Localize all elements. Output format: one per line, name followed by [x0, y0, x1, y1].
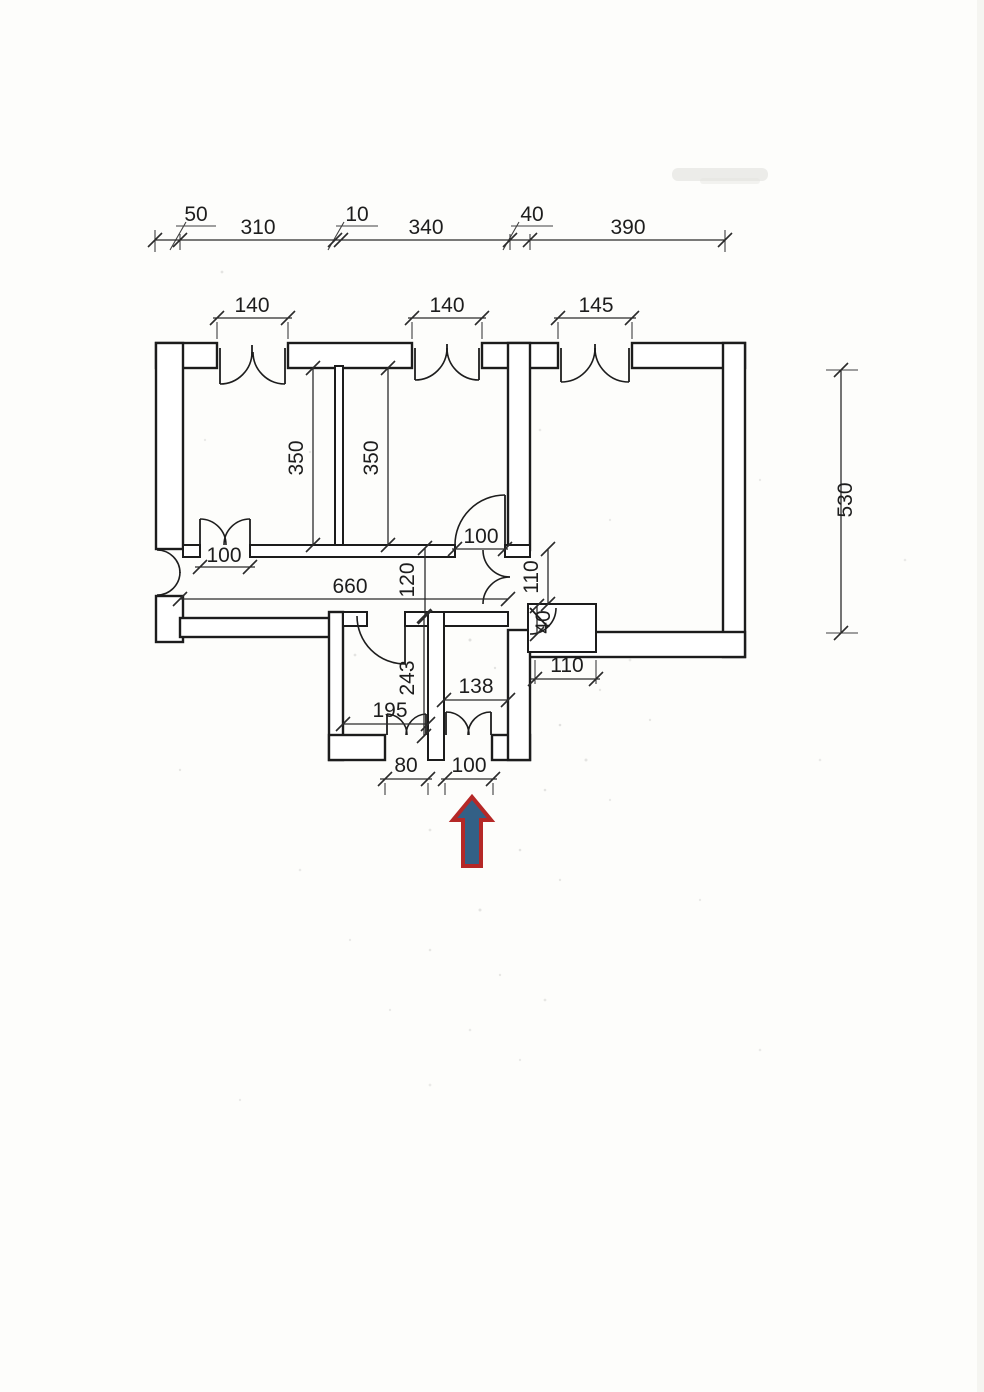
window-1	[220, 345, 285, 384]
label-passage-110: 110	[520, 560, 543, 594]
wall-entry-right	[508, 630, 530, 760]
scan-artifacts	[179, 0, 984, 1392]
door-corridor-end	[483, 550, 510, 604]
wall-corridor-north-b	[250, 545, 455, 557]
label-chain-40: 40	[520, 203, 544, 226]
label-room1-350: 350	[285, 440, 308, 476]
label-window1-140: 140	[234, 294, 270, 317]
label-hall-243: 243	[396, 660, 419, 696]
wall-partition-rooms	[335, 366, 343, 551]
wall-tee	[508, 343, 530, 550]
label-corridor-660: 660	[332, 575, 368, 598]
label-room2-door-100: 100	[463, 525, 499, 548]
wall-corridor-south	[180, 618, 333, 637]
wall-top-b	[288, 343, 412, 368]
label-room1-door-100: 100	[206, 544, 242, 567]
label-vestibule-138: 138	[458, 675, 494, 698]
wall-right	[723, 343, 745, 657]
label-chain-310: 310	[240, 216, 276, 239]
wall-entry-partition	[428, 612, 444, 760]
label-exit-100: 100	[451, 754, 487, 777]
door-room1	[200, 519, 250, 545]
label-chain-390: 390	[610, 216, 646, 239]
label-closet-110: 110	[550, 654, 584, 677]
door-left-wall	[157, 550, 180, 595]
label-room2-350: 350	[360, 440, 383, 476]
windows	[220, 344, 629, 384]
label-exit-80: 80	[394, 754, 418, 777]
window-2	[415, 344, 479, 380]
label-window2-140: 140	[429, 294, 465, 317]
walls	[156, 343, 745, 760]
wall-entry-top-a	[343, 612, 367, 626]
wall-left-upper	[156, 343, 183, 549]
label-window3-145: 145	[578, 294, 614, 317]
entrance-arrow	[453, 797, 491, 866]
label-closet-door-40: 40	[532, 610, 555, 634]
speckles	[179, 271, 907, 1102]
door-exit-100	[446, 712, 491, 735]
wall-corridor-north-a	[183, 545, 200, 557]
wall-corridor-north-c	[505, 545, 530, 557]
label-chain-340: 340	[408, 216, 444, 239]
label-hall-195: 195	[372, 699, 408, 722]
label-height-530: 530	[834, 482, 857, 518]
wall-entry-bottom-a	[329, 735, 385, 760]
window-3	[561, 344, 629, 382]
label-chain-10: 10	[345, 203, 369, 226]
label-corridor-120: 120	[396, 562, 419, 598]
label-chain-50: 50	[184, 203, 208, 226]
